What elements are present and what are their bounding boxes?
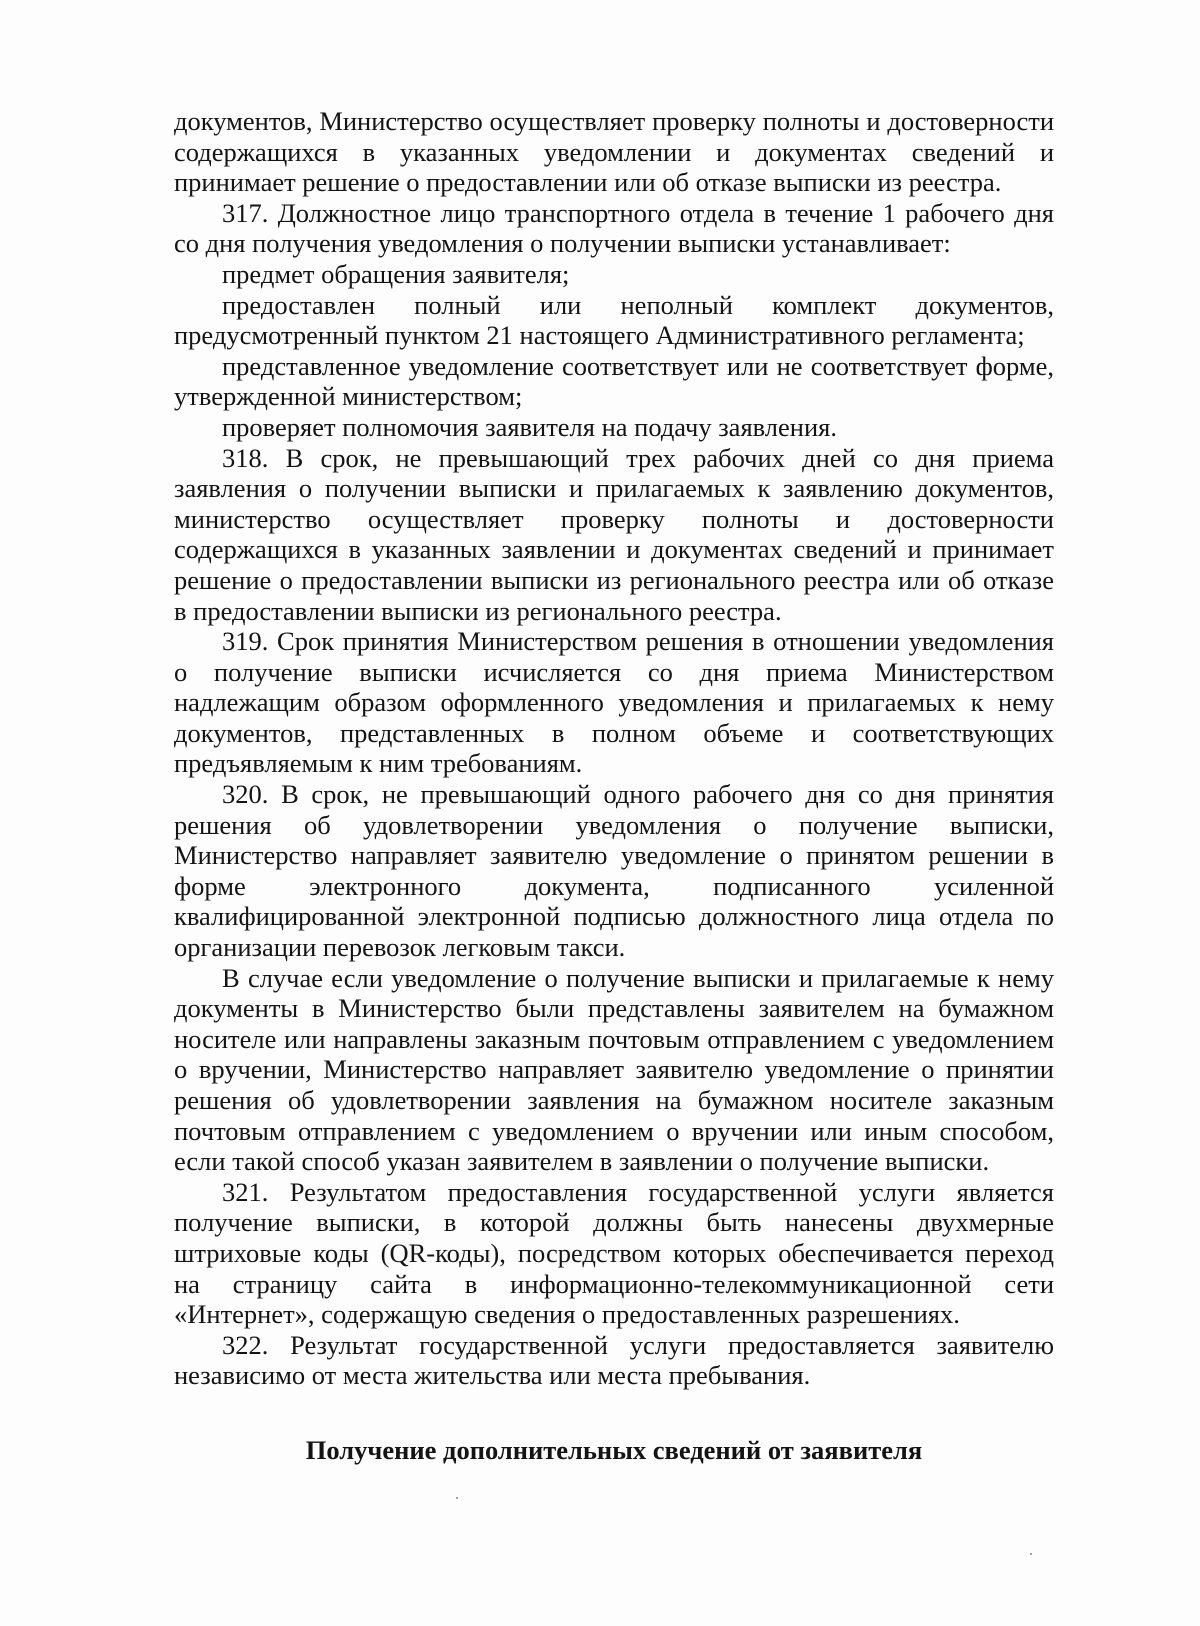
paragraph-320-paper: В случае если уведомление о получение выписки и прилагаемые к нему документы в Министерство были представлены заявителем на бумажном носителе или направлены заказным почтовым отправлением с уведомлением о вручении, Министерство направляет заявителю уведомление о принятии решения об удовлетворении заявления на бумажном носителе заказным почтовым отправлением с уведомлением о вручении или иным способом, если такой способ указан заявителем в заявлении о получение выписки. bbox=[174, 962, 1054, 1177]
scan-speck bbox=[1030, 1553, 1032, 1555]
document-body bbox=[174, 106, 1054, 1391]
paragraph-319: 319. Срок принятия Министерством решения в отношении уведомления о получение выписки исчисляется со дня приема Министерством надлежащим образом оформленного уведомления и прилагаемых к нему документов, представленных в полном объеме и соответствующих предъявляемым к ним требованиям. bbox=[174, 626, 1054, 779]
section-heading: Получение дополнительных сведений от заявителя bbox=[305, 1435, 923, 1465]
paragraph-318: 318. В срок, не превышающий трех рабочих дней со дня приема заявления о получении выписки и прилагаемых к заявлению документов, министерство осуществляет проверку полноты и достоверности содержащихся в указанных заявлении и документах сведений и принимает решение о предоставлении выписки из регионального реестра или об отказе в предоставлении выписки из регионального реестра. bbox=[174, 442, 1054, 626]
paragraph-321: 321. Результатом предоставления государственной услуги является получение выписки, в которой должны быть нанесены двухмерные штриховые коды (QR-коды), посредством которых обеспечивается переход на страницу сайта в информационно-телекоммуникационной сети «Интернет», содержащую сведения о предоставленных разрешениях. bbox=[174, 1176, 1054, 1330]
paragraph-317-item-subject: предмет обращения заявителя; bbox=[222, 258, 570, 289]
paragraph-317-item-authority: проверяет полномочия заявителя на подачу заявления. bbox=[222, 411, 837, 442]
paragraph-317-item-form: представленное уведомление соответствует или не соответствует форме, утвержденной министерством; bbox=[174, 350, 1054, 412]
paragraph-320: 320. В срок, не превышающий одного рабочего дня со дня принятия решения об удовлетворении уведомления о получение выписки, Министерство направляет заявителю уведомление о принятом решении в форме электронного документа, подписанного усиленной квалифицированной электронной подписью должностного лица отдела по организации перевозок легковым такси. bbox=[174, 779, 1054, 963]
paragraph-317: 317. Должностное лицо транспортного отдела в течение 1 рабочего дня со дня получения уведомления о получении выписки устанавливает: bbox=[174, 197, 1054, 259]
paragraph-317-item-documents: предоставлен полный или неполный комплект документов, предусмотренный пунктом 21 настоящего Административного регламента; bbox=[174, 289, 1054, 351]
paragraph-continuation: документов, Министерство осуществляет проверку полноты и достоверности содержащихся в указанных уведомлении и документах сведений и принимает решение о предоставлении или об отказе выписки из реестра. bbox=[174, 106, 1054, 198]
paragraph-322: 322. Результат государственной услуги предоставляется заявителю независимо от места жительства или места пребывания. bbox=[174, 1329, 1054, 1391]
scan-speck bbox=[456, 1497, 458, 1499]
